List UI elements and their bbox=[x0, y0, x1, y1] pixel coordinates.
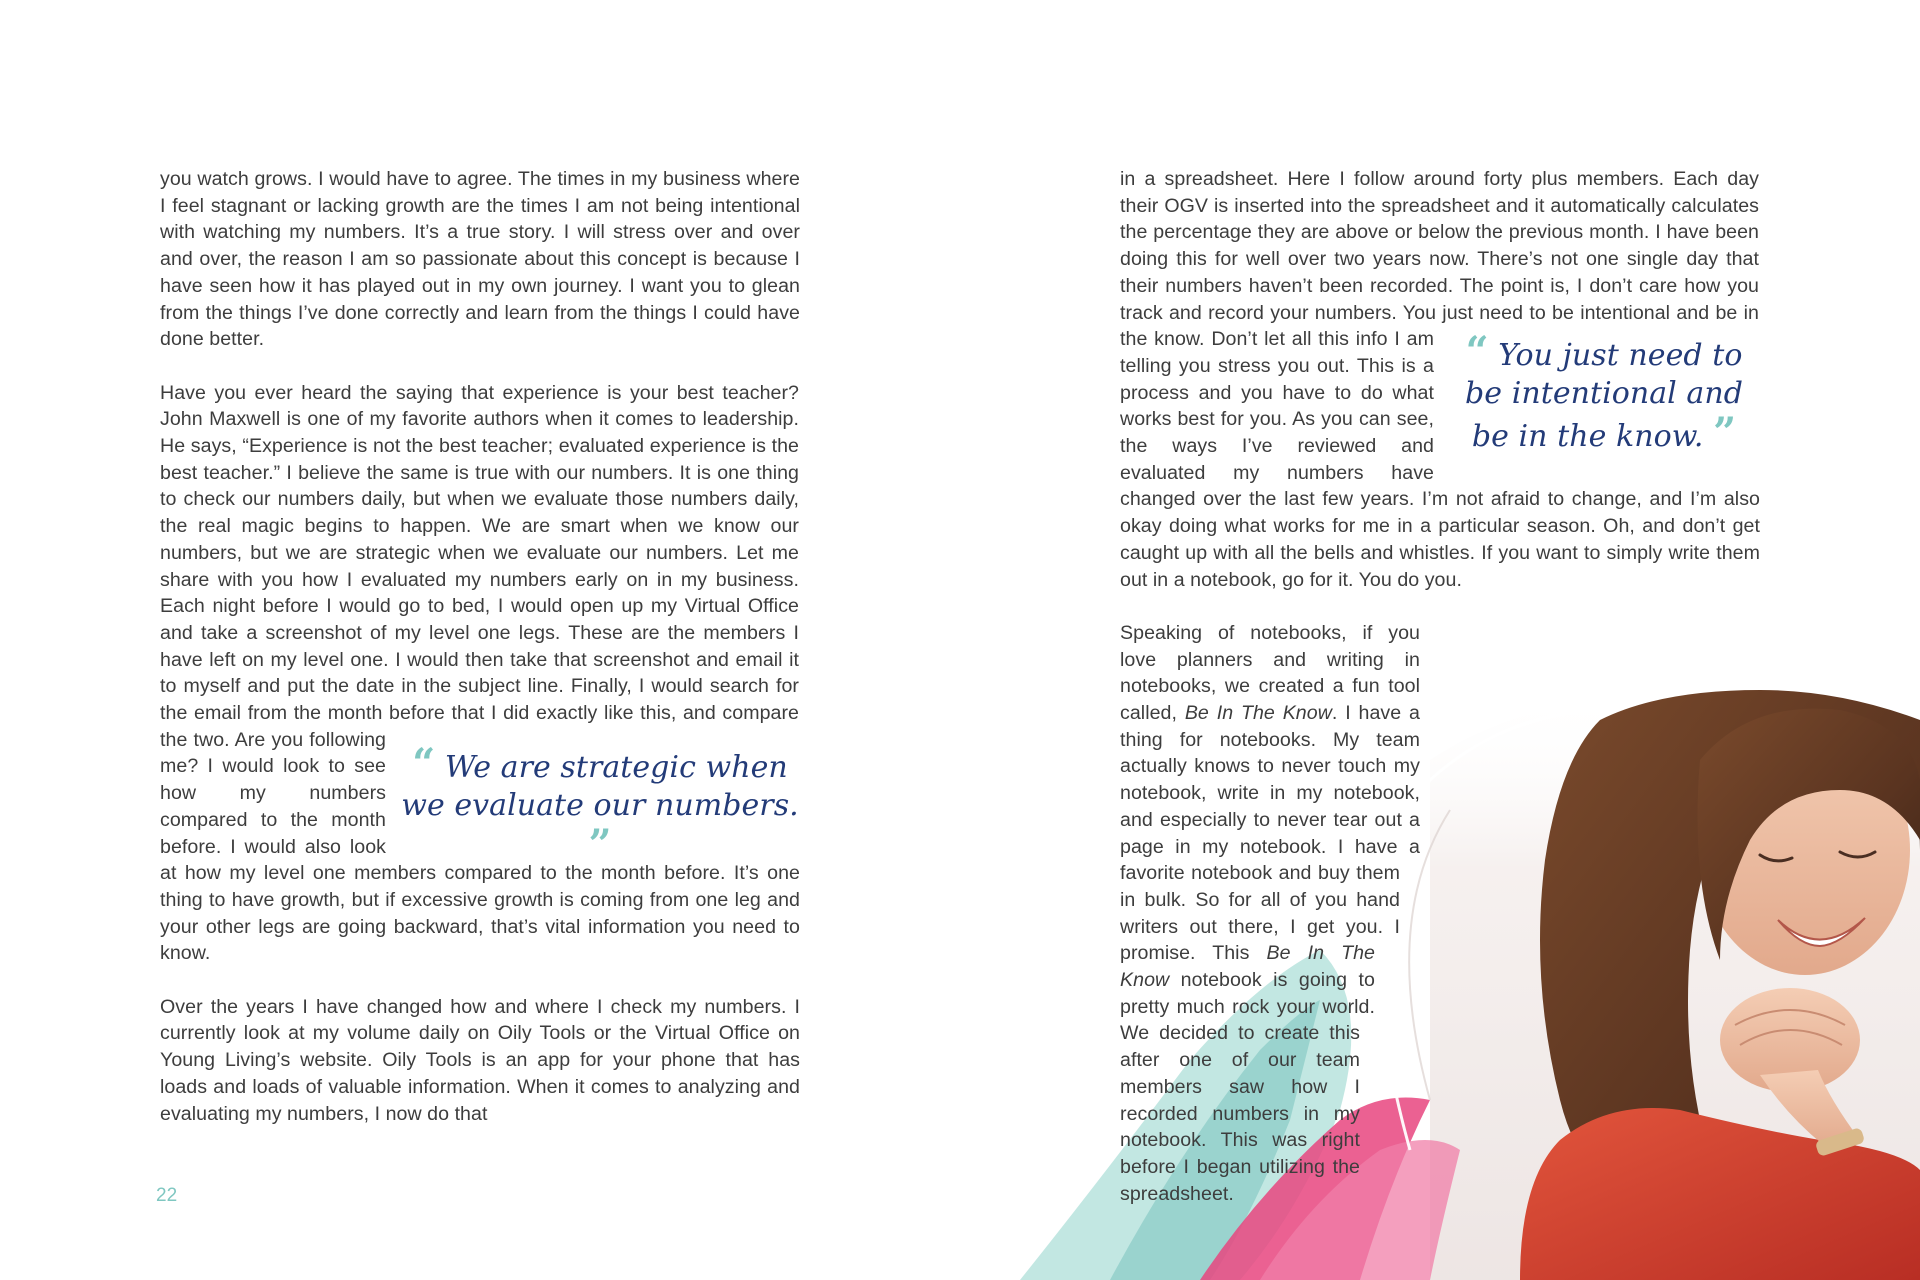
open-quote-icon: “ bbox=[1465, 328, 1489, 375]
wrap-spacer bbox=[1759, 166, 1760, 328]
close-quote-icon: ” bbox=[1713, 409, 1737, 456]
left-paragraph-3: Over the years I have changed how and where I check my numbers. I currently look at my volume daily on Oily Tools or the Virtual Office on Young Living’s website. Oily Tools is an app for your phone that has loads and loads of valuable information. When it comes to analyzing and evaluating my numbers, I now do that bbox=[160, 995, 800, 1125]
right-paragraph-2 bbox=[1120, 620, 1760, 1207]
photo-wrap bbox=[1375, 962, 1760, 1042]
open-quote-icon: “ bbox=[412, 739, 436, 787]
notebook-title-2: Be In The Know bbox=[1120, 942, 1375, 992]
right-paragraph-2-end: notebook is going to pretty much rock your world. We decided to create this after one of our team members saw how I recorded numbers in my notebook. This was right before I began utilizing the spreadsheet. bbox=[1120, 969, 1375, 1205]
left-paragraph-2-text: Have you ever heard the saying that experience is your best teacher? John Maxwell is one of my favorite authors when it comes to leadership. He says, “Experience is not the best teacher; evaluated experience is the best teacher.” I believe the same is true with our numbers. It is one thing to check our numbers daily, but when we evaluate those numbers daily, the real magic begins to happen. We are smart when we know our numbers, but we are strategic when we evaluate our numbers. Let me share with you how I evaluated my numbers early on in my business. Each night before I would go to bed, I would open up my Virtual Office and take a screenshot of my level one legs. These are the members I have left on my level one. I would then take that screenshot and email it to myself and put the date in the subject line. Finally, I would search for the email from the month before that I did exactly like this, and compare the two. Are you following me? I would look to see how my numbers compared to the month before. I would also look at how my level one members compared to the month before. It’s one thing to have growth, but if excessive growth is coming from one leg and your other legs are going backward, that’s vital information you need to know. bbox=[160, 381, 800, 965]
photo-wrap bbox=[1450, 774, 1760, 828]
page-number: 22 bbox=[156, 1185, 178, 1206]
photo-wrap bbox=[1360, 1042, 1760, 1242]
pull-quote-right-text: You just need to be intentional and be in the know. bbox=[1465, 338, 1743, 454]
left-text-column bbox=[160, 166, 800, 1154]
left-paragraph-1: you watch grows. I would have to agree. The times in my business where I feel stagnant or lacking growth are the times I am not being intentional with watching my numbers. It’s a true story. I will stress over and over and over, the reason I am so passionate about this concept is because I have seen how it has played out in my own journey. I want you to glean from the things I’ve done correctly and learn from the things I could have done better. bbox=[160, 168, 800, 351]
notebook-title: Be In The Know bbox=[1184, 702, 1332, 725]
pull-quote-right bbox=[1448, 328, 1760, 462]
right-paragraph-1 bbox=[1120, 166, 1760, 593]
right-text-column bbox=[1120, 166, 1760, 1242]
right-paragraph-1-text: in a spreadsheet. Here I follow around forty plus members. Each day their OGV is inserted into the spreadsheet and it automatically calculates the percentage they are above or below the previous month. I have been doing this for well over two years now. There’s not one single day that their numbers haven’t been recorded. The point is, I don’t care how you track and record your numbers. You just need to be intentional and be in the know. Don’t let all this info I am telling you stress you out. This is a process and you have to do what works best for you. As you can see, the ways I’ve reviewed and evaluated my numbers have changed over the last few years. I’m not afraid to change, and I’m also okay doing what works for me in a particular season. Oh, and don’t get caught up with all the bells and whistles. If you want to simply write them out in a notebook, go for it. You do you. bbox=[1120, 168, 1760, 591]
left-paragraph-2 bbox=[160, 380, 800, 967]
wrap-spacer bbox=[799, 380, 800, 734]
photo-wrap bbox=[1400, 882, 1760, 962]
right-page bbox=[960, 0, 1920, 1280]
photo-wrap bbox=[1530, 690, 1760, 718]
right-paragraph-2-mid: . I have a thing for notebooks. My team actually knows to never touch my notebook, write in my notebook, and especially to never tear out a page in my notebook. I have a favorite notebook and buy them in bulk. So for all of you hand writers out there, I get you. I promise. This bbox=[1120, 702, 1420, 965]
wrap-spacer bbox=[1759, 620, 1760, 662]
photo-wrap bbox=[1510, 718, 1760, 746]
photo-wrap bbox=[1420, 828, 1760, 882]
photo-wrap bbox=[1570, 662, 1760, 690]
right-paragraph-2-intro: Speaking of notebooks, if you love planners and writing in notebooks, we created a fun tool called, bbox=[1120, 621, 1420, 725]
pull-quote-left bbox=[400, 734, 800, 868]
close-quote-icon: ” bbox=[588, 820, 612, 868]
pull-quote-left-text: We are strategic when we evaluate our numbers. bbox=[401, 749, 799, 823]
photo-wrap bbox=[1470, 746, 1760, 774]
